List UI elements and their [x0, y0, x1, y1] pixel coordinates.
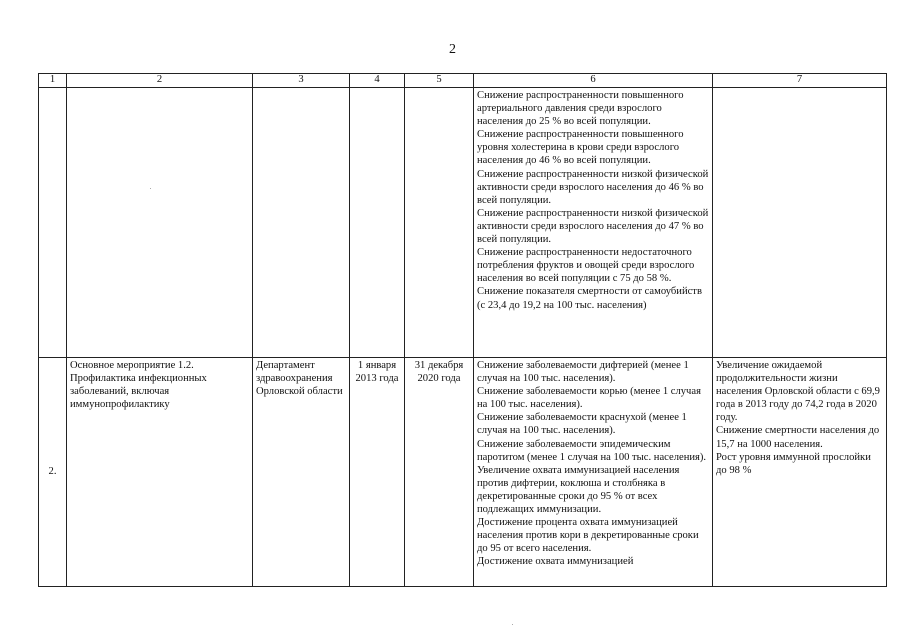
program-table	[38, 73, 887, 587]
result-text: Достижение охвата иммунизацией	[477, 556, 634, 568]
indicators-cell	[713, 358, 887, 587]
executor-cell: Департамент здравоохранения Орловской области	[253, 358, 350, 587]
end-date-cell: 31 декабря 2020 года	[405, 358, 474, 587]
indicator-text: Снижение смертности населения до 15,7 на 1000 населения.	[716, 425, 880, 450]
result-text: Снижение распространенности повышенного уровня холестерина в крови среди взрослого населения до 46 % во всей популяции.	[477, 129, 684, 167]
executor-cell	[253, 88, 350, 358]
result-text: Достижение процента охвата иммунизацией населения против кори в декретированные сроки до 95 от всего населения.	[477, 517, 699, 555]
row-number-cell: 2.	[39, 358, 67, 587]
result-text: Снижение заболеваемости дифтерией (менее 1 случая на 100 тыс. населения).	[477, 360, 689, 385]
column-number-cell: 6	[474, 74, 713, 88]
result-text: Снижение заболеваемости краснухой (менее 1 случая на 100 тыс. населения).	[477, 412, 687, 437]
expected-results-cell	[474, 358, 713, 587]
start-date-cell	[350, 88, 405, 358]
start-date-cell: 1 января 2013 года	[350, 358, 405, 587]
result-text: Увеличение охвата иммунизацией населения против дифтерии, коклюша и столбняка в декретированные сроки до 95 % от всех подлежащих иммунизации.	[477, 464, 680, 516]
column-number-row	[39, 74, 887, 88]
row-number-cell	[39, 88, 67, 358]
result-text: Снижение распространенности повышенного артериального давления среди взрослого населения до 25 % во всей популяции.	[477, 90, 684, 128]
end-date-cell	[405, 88, 474, 358]
indicators-cell	[713, 88, 887, 358]
column-number-cell: 3	[253, 74, 350, 88]
activity-cell: Основное мероприятие 1.2. Профилактика инфекционных заболеваний, включая иммунопрофилактику	[67, 358, 253, 587]
result-text: Снижение заболеваемости корью (менее 1 случая на 100 тыс. населения).	[477, 386, 701, 411]
indicator-text: Рост уровня иммунной прослойки до 98 %	[716, 451, 871, 476]
indicator-text: Увеличение ожидаемой продолжительности жизни населения Орловской области с 69,9 года в 2013 году до 74,2 года в 2020 году.	[716, 360, 880, 424]
result-text: Снижение распространенности низкой физической активности среди взрослого населения до 46 % во всей популяции.	[477, 168, 709, 206]
column-number-cell: 4	[350, 74, 405, 88]
column-number-cell: 7	[713, 74, 887, 88]
scan-speck	[512, 624, 513, 625]
page-number: 2	[449, 42, 456, 57]
expected-results-cell	[474, 88, 713, 358]
activity-cell	[67, 88, 253, 358]
result-text: Снижение заболеваемости эпидемическим паротитом (менее 1 случая на 100 тыс. населения).	[477, 438, 707, 463]
result-text: Снижение распространенности недостаточного потребления фруктов и овощей среди взрослого населения во всей популяции с 75 до 58 %.	[477, 247, 695, 285]
result-text: Снижение распространенности низкой физической активности среди взрослого населения до 47 % во всей популяции.	[477, 207, 709, 246]
column-number-cell: 2	[67, 74, 253, 88]
scan-speck	[150, 188, 151, 189]
table-row	[39, 358, 887, 587]
column-number-cell: 5	[405, 74, 474, 88]
table-row	[39, 88, 887, 358]
result-text: Снижение показателя смертности от самоубийств (с 23,4 до 19,2 на 100 тыс. населения)	[477, 286, 702, 311]
column-number-cell: 1	[39, 74, 67, 88]
